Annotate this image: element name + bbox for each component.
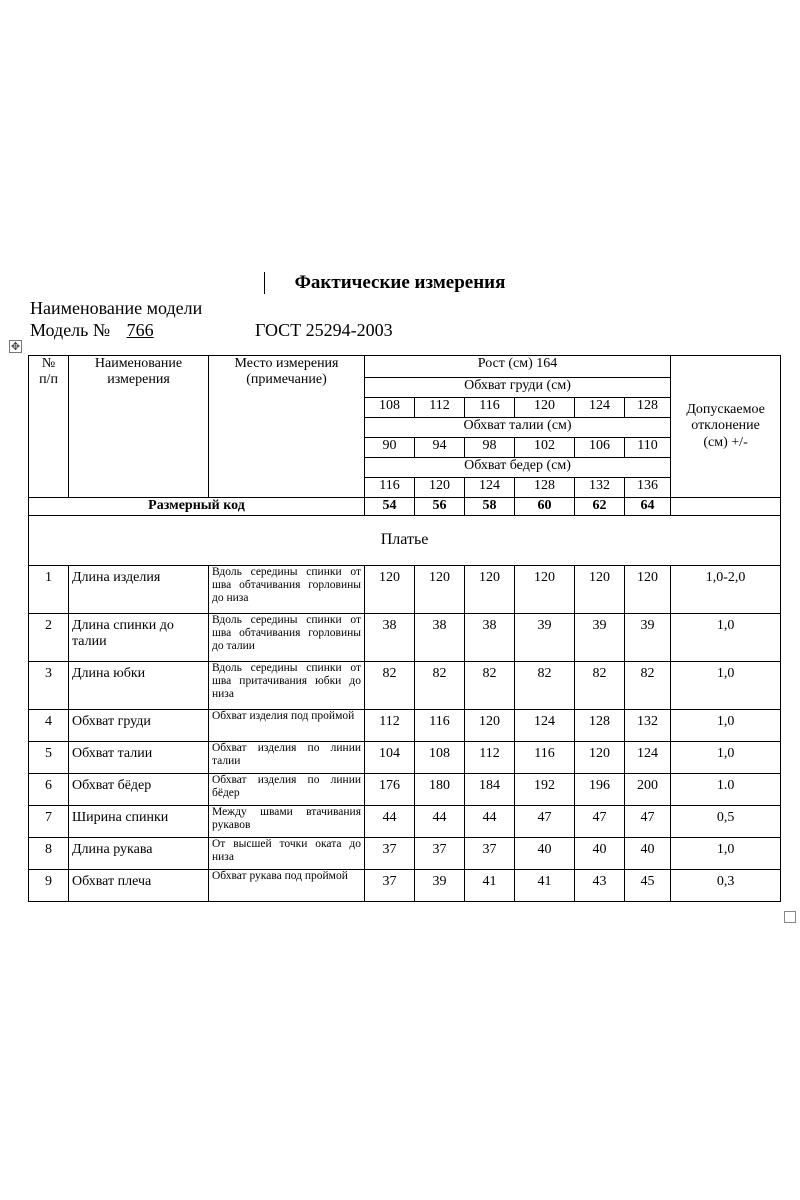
table-row [29,710,781,742]
header-place-line1: Место измерения [234,356,339,371]
header-waist: Обхват талии (см) [365,418,671,438]
measurement-value: 120 [575,742,625,774]
header-tolerance-line3: (см) +/- [703,434,748,450]
measurement-value: 116 [515,742,575,774]
size-code-cell: 56 [415,498,465,516]
tolerance-value: 0,5 [671,806,781,838]
header-name-line2: измерения [107,372,170,388]
measurement-name: Длина спинки до талии [69,614,209,662]
measurement-value: 82 [365,662,415,710]
header-height: Рост (см) 164 [365,356,671,378]
measurement-name: Обхват плеча [69,870,209,902]
waist-size-cell: 106 [575,438,625,458]
tolerance-value: 1,0 [671,742,781,774]
measurement-value: 112 [365,710,415,742]
measurement-value: 82 [515,662,575,710]
tolerance-value: 1.0 [671,774,781,806]
measurement-value: 124 [625,742,671,774]
header-name [69,356,209,498]
measurement-place: От высшей точки оката до низа [209,838,365,870]
row-number: 2 [29,614,69,662]
size-code-cell: 58 [465,498,515,516]
header-tolerance-line1: Допускаемое [686,402,765,418]
table-row [29,614,781,662]
measurement-value: 37 [365,838,415,870]
measurement-value: 120 [465,710,515,742]
measurement-place: Обхват изделия под проймой [209,710,365,742]
measurement-value: 37 [415,838,465,870]
table-row [29,774,781,806]
measurement-value: 47 [515,806,575,838]
measurement-value: 120 [575,566,625,614]
table-resize-handle[interactable] [784,911,796,923]
model-number-label: Модель № [30,320,111,340]
measurement-value: 38 [365,614,415,662]
table-row [29,806,781,838]
header-tolerance [671,356,781,498]
header-name-line1: Наименование [94,356,183,371]
hips-size-cell: 136 [625,478,671,498]
measurement-name: Длина изделия [69,566,209,614]
measurement-value: 40 [515,838,575,870]
row-number: 4 [29,710,69,742]
tolerance-value: 1,0 [671,838,781,870]
measurement-value: 120 [465,566,515,614]
measurement-value: 120 [515,566,575,614]
model-number-line [30,320,167,341]
hips-size-cell: 124 [465,478,515,498]
waist-size-cell: 102 [515,438,575,458]
measurement-value: 37 [465,838,515,870]
size-code-empty-cell [671,498,781,516]
row-number: 1 [29,566,69,614]
row-number: 6 [29,774,69,806]
size-code-cell: 54 [365,498,415,516]
hips-size-cell: 128 [515,478,575,498]
model-name-label: Наименование модели [30,298,203,318]
tolerance-value: 1,0 [671,662,781,710]
measurement-value: 39 [625,614,671,662]
measurement-value: 82 [415,662,465,710]
measurement-place: Обхват рукава под проймой [209,870,365,902]
measurement-value: 47 [575,806,625,838]
measurement-value: 124 [515,710,575,742]
row-number: 7 [29,806,69,838]
measurement-value: 120 [625,566,671,614]
header-hips: Обхват бедер (см) [365,458,671,478]
size-code-cell: 62 [575,498,625,516]
row-number: 8 [29,838,69,870]
header-place-line2: (примечание) [246,372,327,388]
measurement-value: 192 [515,774,575,806]
measurement-value: 120 [365,566,415,614]
measurement-value: 39 [415,870,465,902]
header-chest: Обхват груди (см) [365,378,671,398]
measurement-name: Обхват талии [69,742,209,774]
measurement-value: 82 [625,662,671,710]
tolerance-value: 0,3 [671,870,781,902]
table-row [29,662,781,710]
hips-size-cell: 132 [575,478,625,498]
measurement-value: 38 [465,614,515,662]
measurement-value: 44 [365,806,415,838]
measurement-place: Вдоль середины спинки от шва обтачивания горловины до талии [209,614,365,662]
measurement-value: 37 [365,870,415,902]
measurement-value: 176 [365,774,415,806]
chest-size-cell: 124 [575,398,625,418]
measurement-value: 112 [465,742,515,774]
measurement-value: 180 [415,774,465,806]
row-number: 5 [29,742,69,774]
measurement-place: Вдоль середины спинки от шва притачивания юбки до низа [209,662,365,710]
table-row [29,566,781,614]
measurement-value: 44 [415,806,465,838]
model-number-value: 766 [126,320,154,340]
chest-size-cell: 116 [465,398,515,418]
measurement-value: 200 [625,774,671,806]
section-title: Платье [29,516,781,566]
measurement-value: 41 [465,870,515,902]
measurement-value: 40 [575,838,625,870]
size-code-row [29,498,781,516]
measurement-value: 41 [515,870,575,902]
page-title: Фактические измерения [294,272,506,293]
row-number: 9 [29,870,69,902]
hips-size-cell: 116 [365,478,415,498]
measurement-place: Обхват изделия по линии бёдер [209,774,365,806]
measurement-place: Вдоль середины спинки от шва обтачивания горловины до низа [209,566,365,614]
header-tolerance-line2: отклонение [691,418,760,434]
measurement-value: 128 [575,710,625,742]
measurement-place: Между швами втачивания рукавов [209,806,365,838]
tolerance-value: 1,0-2,0 [671,566,781,614]
gost-standard: ГОСТ 25294-2003 [255,320,393,340]
size-code-label: Размерный код [29,498,365,516]
measurement-value: 38 [415,614,465,662]
measurement-value: 82 [465,662,515,710]
table-row [29,838,781,870]
size-code-cell: 60 [515,498,575,516]
measurements-table [28,355,781,902]
waist-size-cell: 110 [625,438,671,458]
measurement-value: 132 [625,710,671,742]
table-row [29,870,781,902]
hips-size-cell: 120 [415,478,465,498]
measurement-name: Ширина спинки [69,806,209,838]
measurement-value: 44 [465,806,515,838]
measurement-value: 39 [575,614,625,662]
measurement-value: 184 [465,774,515,806]
chest-size-cell: 128 [625,398,671,418]
measurement-value: 108 [415,742,465,774]
measurement-value: 196 [575,774,625,806]
measurement-value: 40 [625,838,671,870]
chest-size-cell: 120 [515,398,575,418]
size-code-cell: 64 [625,498,671,516]
measurement-value: 47 [625,806,671,838]
waist-size-cell: 90 [365,438,415,458]
chest-size-cell: 108 [365,398,415,418]
measurement-name: Обхват бёдер [69,774,209,806]
tolerance-value: 1,0 [671,710,781,742]
table-move-handle-icon[interactable]: ✥ [10,340,21,353]
measurement-name: Длина рукава [69,838,209,870]
measurement-value: 43 [575,870,625,902]
row-number: 3 [29,662,69,710]
measurement-value: 45 [625,870,671,902]
table-row [29,742,781,774]
waist-size-cell: 98 [465,438,515,458]
waist-size-cell: 94 [415,438,465,458]
measurement-value: 104 [365,742,415,774]
tolerance-value: 1,0 [671,614,781,662]
header-place [209,356,365,498]
measurement-value: 120 [415,566,465,614]
measurement-place: Обхват изделия по линии талии [209,742,365,774]
measurement-value: 39 [515,614,575,662]
chest-size-cell: 112 [415,398,465,418]
header-num-line1: № [41,356,56,371]
measurement-value: 116 [415,710,465,742]
header-num-line2: п/п [39,372,58,388]
measurement-value: 82 [575,662,625,710]
measurement-name: Обхват груди [69,710,209,742]
header-num [29,356,69,498]
measurement-name: Длина юбки [69,662,209,710]
